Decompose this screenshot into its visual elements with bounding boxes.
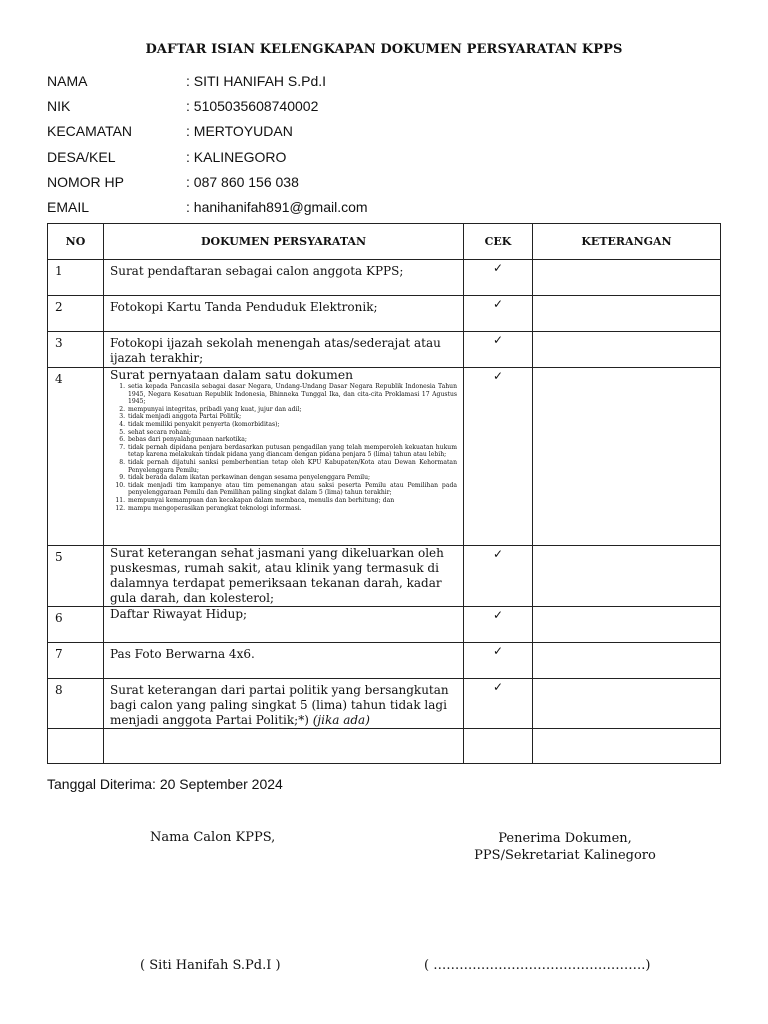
row-document bbox=[104, 679, 464, 729]
row-document: Surat pendaftaran sebagai calon anggota KPPS; bbox=[104, 260, 464, 296]
info-row-email bbox=[47, 194, 368, 219]
table-row bbox=[48, 607, 721, 643]
row-keterangan bbox=[533, 679, 721, 729]
check-mark-icon: ✓ bbox=[464, 332, 533, 368]
info-value: : KALINEGORO bbox=[186, 148, 287, 165]
row-number: 2 bbox=[48, 296, 104, 332]
row-number: 4 bbox=[48, 368, 104, 546]
receiver-name-blank: ( ………………………………………….) bbox=[424, 958, 651, 973]
optional-note: (jika ada) bbox=[312, 713, 370, 727]
row-document-main: Surat pernyataan dalam satu dokumen bbox=[110, 368, 354, 382]
empty-cell bbox=[104, 729, 464, 764]
row-document: Surat keterangan sehat jasmani yang dikeluarkan oleh puskesmas, rumah sakit, atau klinik yang termasuk di dalamnya terdapat pemeriksaan tekanan darah, kadar gula darah, dan kolesterol; bbox=[104, 546, 464, 607]
list-item: 3. tidak menjadi anggota Partai Politik; bbox=[127, 413, 457, 421]
statement-sub-list bbox=[110, 383, 457, 512]
table-row bbox=[48, 679, 721, 729]
info-label: EMAIL bbox=[47, 199, 90, 216]
list-item: 1. setia kepada Pancasila sebagai dasar Negara, Undang-Undang Dasar Negara Republik Indonesia Tahun 1945, Negara Kesatuan Republik Indonesia, Bhinneka Tunggal Ika, dan cita-cita Proklamasi 17 Agustus 1945; bbox=[127, 383, 457, 406]
row-number: 5 bbox=[48, 546, 104, 607]
row-keterangan bbox=[533, 643, 721, 679]
info-row-nomor-hp bbox=[47, 169, 368, 194]
info-value: : MERTOYUDAN bbox=[186, 123, 293, 140]
info-label: NAMA bbox=[47, 72, 88, 89]
receiver-title: Penerima Dokumen, bbox=[498, 831, 632, 846]
row-keterangan bbox=[533, 260, 721, 296]
check-mark-icon: ✓ bbox=[464, 296, 533, 332]
signature-label-applicant: Nama Calon KPPS, bbox=[150, 830, 276, 845]
received-date: Tanggal Diterima: 20 September 2024 bbox=[47, 776, 283, 792]
document-title: DAFTAR ISIAN KELENGKAPAN DOKUMEN PERSYARATAN KPPS bbox=[145, 42, 623, 57]
row-number: 3 bbox=[48, 332, 104, 368]
signature-label-receiver bbox=[440, 830, 690, 864]
row-number: 1 bbox=[48, 260, 104, 296]
list-item: 8. tidak pernah dijatuhi sanksi pemberhentian tetap oleh KPU Kabupaten/Kota atau Dewan Kehormatan Penyelenggara Pemilu; bbox=[127, 459, 457, 474]
header-no: NO bbox=[48, 224, 104, 260]
row-number: 6 bbox=[48, 607, 104, 643]
check-mark-icon: ✓ bbox=[464, 607, 533, 643]
info-row-nik bbox=[47, 93, 368, 118]
check-mark-icon: ✓ bbox=[464, 368, 533, 546]
header-dokumen: DOKUMEN PERSYARATAN bbox=[104, 224, 464, 260]
list-item: 7. tidak pernah dipidana penjara berdasarkan putusan pengadilan yang telah memperoleh kekuatan hukum tetap karena melakukan tindak pidana yang diancam dengan pidana penjara 5 (lima) tahun atau lebih; bbox=[127, 444, 457, 459]
row-keterangan bbox=[533, 546, 721, 607]
row-document bbox=[104, 368, 464, 546]
list-item: 12. mampu mengoperasikan perangkat teknologi informasi. bbox=[127, 505, 457, 513]
row-number: 8 bbox=[48, 679, 104, 729]
check-mark-icon: ✓ bbox=[464, 546, 533, 607]
row-number: 7 bbox=[48, 643, 104, 679]
info-value: : 5105035608740002 bbox=[186, 97, 319, 114]
applicant-name: ( Siti Hanifah S.Pd.I ) bbox=[140, 958, 281, 973]
table-row bbox=[48, 332, 721, 368]
check-mark-icon: ✓ bbox=[464, 260, 533, 296]
list-item: 6. bebas dari penyalahgunaan narkotika; bbox=[127, 436, 457, 444]
requirements-table bbox=[47, 223, 721, 764]
applicant-info bbox=[47, 68, 368, 220]
row-keterangan bbox=[533, 368, 721, 546]
row-keterangan bbox=[533, 332, 721, 368]
row-keterangan bbox=[533, 296, 721, 332]
empty-cell bbox=[533, 729, 721, 764]
table-row bbox=[48, 643, 721, 679]
list-item: 11. mempunyai kemampuan dan kecakapan dalam membaca, menulis dan berhitung; dan bbox=[127, 497, 457, 505]
list-item: 10. tidak menjadi tim kampanye atau tim pemenangan atau saksi peserta Pemilu atau Pemilihan pada penyelenggaraan Pemilu dan Pemilihan paling singkat dalam 5 (lima) tahun terakhir; bbox=[127, 482, 457, 497]
table-row bbox=[48, 368, 721, 546]
table-row bbox=[48, 546, 721, 607]
row-document: Fotokopi Kartu Tanda Penduduk Elektronik; bbox=[104, 296, 464, 332]
row-document: Fotokopi ijazah sekolah menengah atas/sederajat atau ijazah terakhir; bbox=[104, 332, 464, 368]
info-row-desa bbox=[47, 144, 368, 169]
list-item: 2. mempunyai integritas, pribadi yang kuat, jujur dan adil; bbox=[127, 406, 457, 414]
list-item: 5. sehat secara rohani; bbox=[127, 429, 457, 437]
info-label: NIK bbox=[47, 97, 71, 114]
check-mark-icon: ✓ bbox=[464, 643, 533, 679]
receiver-office: PPS/Sekretariat Kalinegoro bbox=[474, 848, 656, 863]
info-label: KECAMATAN bbox=[47, 123, 133, 140]
info-value: : SITI HANIFAH S.Pd.I bbox=[186, 72, 327, 89]
table-row bbox=[48, 260, 721, 296]
table-row bbox=[48, 296, 721, 332]
row-keterangan bbox=[533, 607, 721, 643]
table-row-empty bbox=[48, 729, 721, 764]
header-cek: CEK bbox=[464, 224, 533, 260]
header-keterangan: KETERANGAN bbox=[533, 224, 721, 260]
list-item: 4. tidak memiliki penyakit penyerta (komorbiditas); bbox=[127, 421, 457, 429]
row-document: Pas Foto Berwarna 4x6. bbox=[104, 643, 464, 679]
info-value: : hanihanifah891@gmail.com bbox=[186, 199, 368, 216]
row-document-text: Surat keterangan dari partai politik yang bersangkutan bagi calon yang paling singkat 5 (lima) tahun tidak lagi menjadi anggota Partai Politik;*) bbox=[110, 683, 449, 727]
info-row-kecamatan bbox=[47, 119, 368, 144]
info-label: NOMOR HP bbox=[47, 173, 124, 190]
list-item: 9. tidak berada dalam ikatan perkawinan dengan sesama penyelenggara Pemilu; bbox=[127, 474, 457, 482]
empty-cell bbox=[464, 729, 533, 764]
table-header-row bbox=[48, 224, 721, 260]
row-document: Daftar Riwayat Hidup; bbox=[104, 607, 464, 643]
info-label: DESA/KEL bbox=[47, 148, 116, 165]
empty-cell bbox=[48, 729, 104, 764]
check-mark-icon: ✓ bbox=[464, 679, 533, 729]
info-value: : 087 860 156 038 bbox=[186, 173, 299, 190]
info-row-nama bbox=[47, 68, 368, 93]
